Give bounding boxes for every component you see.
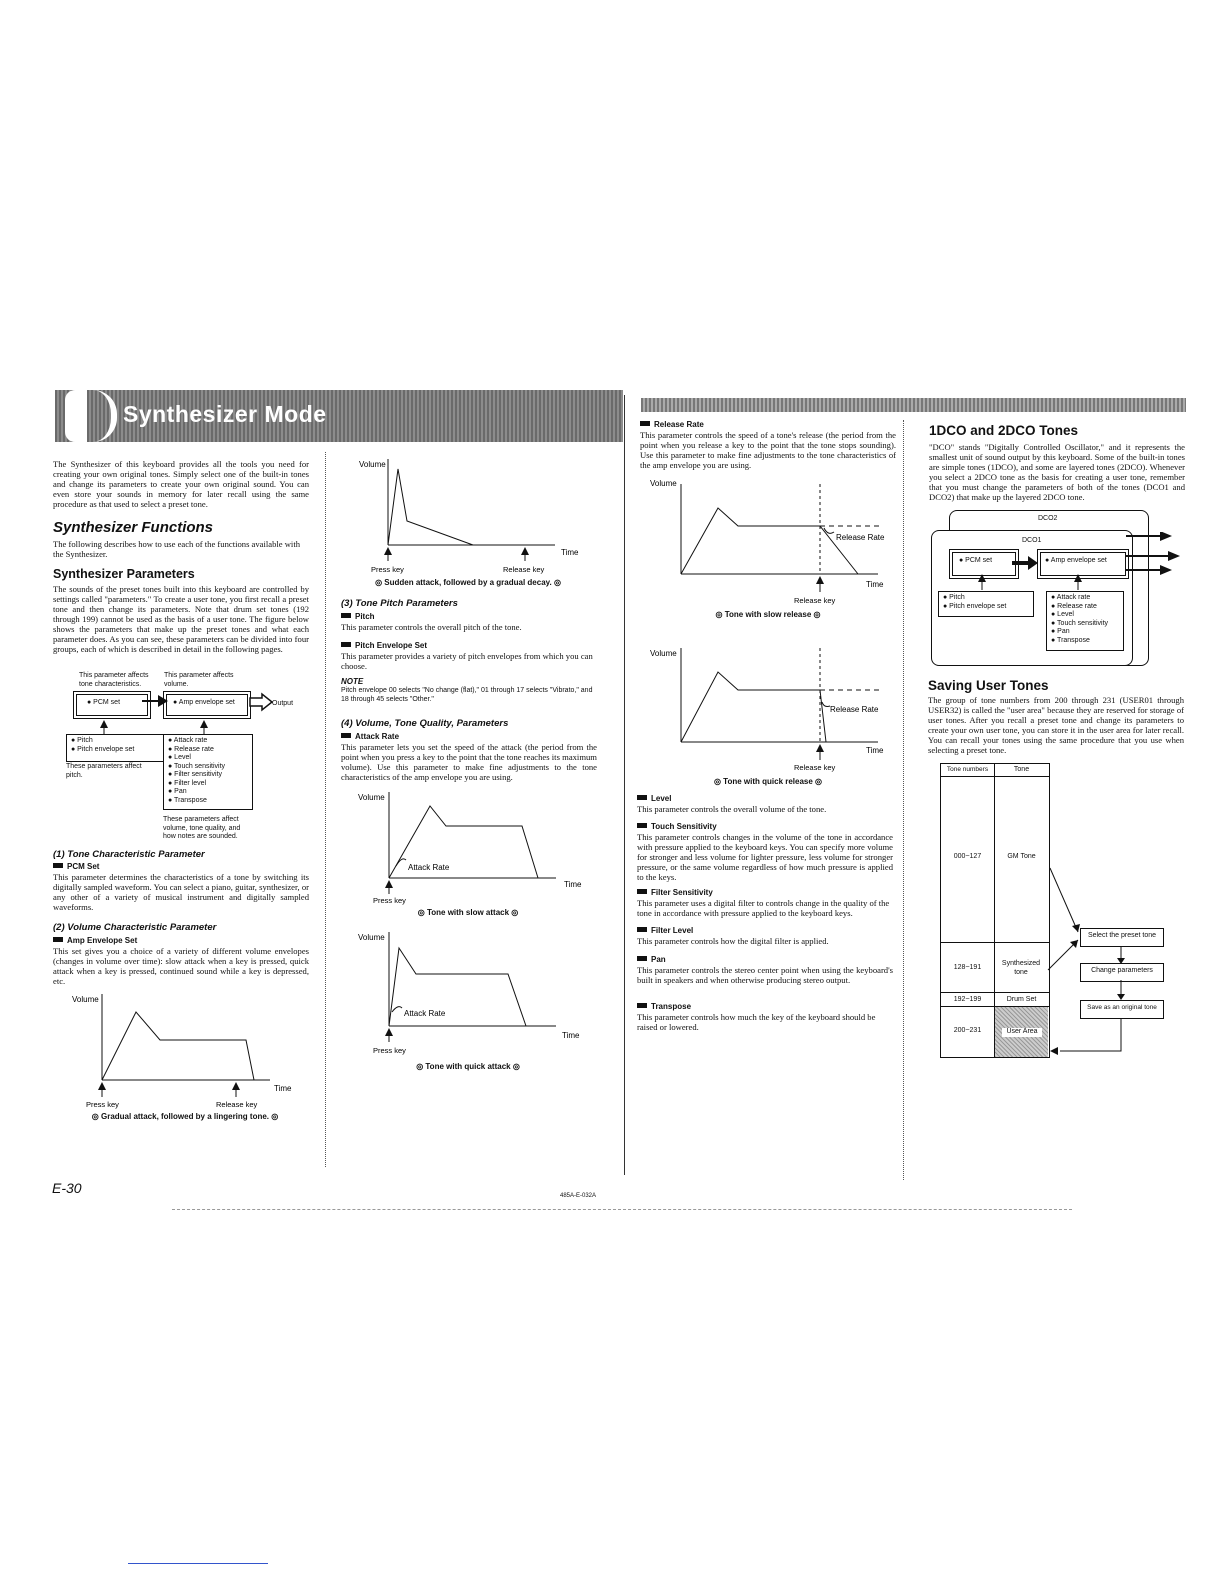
envelope-curve: [102, 1012, 254, 1080]
graph-press-label: Press key: [86, 1100, 119, 1109]
pitch-title: Pitch: [341, 612, 375, 621]
graph-release-label: Release key: [794, 596, 836, 605]
title-banner: [55, 390, 623, 442]
graph-volume-label: Volume: [650, 479, 677, 488]
pitch-item: ● Pitch envelope set: [943, 602, 1007, 610]
tone-row-num: 000~127: [953, 853, 982, 860]
release-rate-arc: [822, 702, 830, 707]
arrowhead-change-to-save: [1117, 994, 1125, 1000]
amp-item: ● Release rate: [1051, 602, 1097, 610]
graph6-caption: ◎ Tone with quick release ◎: [713, 777, 823, 786]
graph-volume-label: Volume: [358, 933, 385, 942]
tone-row-num: 128~191: [953, 964, 982, 971]
amp-item: ● Release rate: [168, 745, 214, 753]
attack-rate-label: Attack Rate: [404, 1009, 446, 1018]
pan-title: Pan: [637, 955, 666, 964]
graph-volume-label: Volume: [358, 793, 385, 802]
graph1-caption: ◎ Gradual attack, followed by a lingering tone. ◎: [91, 1112, 279, 1121]
graph3-caption: ◎ Tone with slow attack ◎: [417, 908, 519, 917]
pan-text: This parameter controls the stereo center point when using the keyboard's built in speakers and when otherwise producing stereo output.: [637, 965, 893, 985]
footer-code: 485A-E-032A: [560, 1193, 597, 1199]
banner-paren-icon: [93, 390, 117, 442]
amp-env-title: Amp Envelope Set: [53, 936, 137, 945]
tone-row-name: GM Tone: [1007, 853, 1036, 860]
tone-table-header-num: Tone numbers: [946, 766, 989, 773]
graph-time-label: Time: [866, 746, 884, 755]
pcm-set-title: PCM Set: [53, 862, 99, 871]
release-rate-label: Release Rate: [836, 533, 885, 542]
page-divider: [624, 395, 625, 1175]
saving-text: The group of tone numbers from 200 through 231 (USER01 through USER32) is called the "user area" because they are reserved for storage of user tones. After you recall a preset tone and change its parameters to create your own user tone, you can store it in the user area for later recall. You can recall your tones using the same procedure that you use when selecting a preset tone.: [928, 695, 1184, 755]
label-tone-characteristics: This parameter affects tone characteristics.: [79, 672, 149, 688]
tone-row-num: 200~231: [953, 1027, 982, 1034]
envelope-graph-sudden: [355, 455, 585, 577]
tone-row-name: Synthesized tone: [1001, 960, 1041, 976]
filter-level-text: This parameter controls how the digital filter is applied.: [637, 936, 829, 946]
note-title: NOTE: [341, 677, 364, 686]
transpose-text: This parameter controls how much the key of the keyboard should be raised or lowered.: [637, 1012, 876, 1032]
functions-text: The following describes how to use each of the functions available with the Synthesizer.: [53, 539, 300, 559]
envelope-graph-gradual: [70, 990, 300, 1110]
graph-volume-label: Volume: [72, 995, 99, 1004]
sec3-heading: (3) Tone Pitch Parameters: [341, 598, 458, 609]
amp-item: ● Transpose: [1051, 636, 1090, 644]
graph4-caption: ◎ Tone with quick attack ◎: [416, 1062, 520, 1071]
tone-row-num: 192~199: [953, 996, 982, 1003]
arrow-amp-to-output: [250, 694, 272, 710]
pcm-set-text: This parameter determines the characteristics of a tone by switching its digitally sampled waveform. You can select a piano, guitar, synthesizer, or any other of a variety of musical instrument and digitally sampled waveforms.: [53, 872, 309, 912]
dco1-label: DCO1: [1022, 537, 1042, 544]
graph-volume-label: Volume: [359, 460, 386, 469]
blue-link-line: [128, 1563, 268, 1564]
release-graph-two: [648, 282, 888, 283]
graph-time-label: Time: [561, 548, 579, 557]
graph-time-label: Time: [866, 580, 884, 589]
top-banner-strip: [641, 398, 1186, 412]
pitch-item: ● Pitch envelope set: [71, 745, 135, 753]
saving-heading: Saving User Tones: [928, 678, 1049, 693]
graph-release-label: Release key: [216, 1100, 258, 1109]
envelope-graph-slow-attack: [356, 788, 586, 908]
sec2-heading: (2) Volume Characteristic Parameter: [53, 922, 217, 933]
arrowhead-output-2: [1168, 551, 1180, 561]
column-divider: [325, 452, 326, 1167]
arrow-pcm-to-amp: [1012, 556, 1038, 570]
pitch-note: These parameters affect pitch.: [66, 763, 142, 779]
dco-pitch-items-box: [938, 591, 1034, 617]
arrowhead-gm-to-select: [1072, 924, 1080, 932]
dco-heading: 1DCO and 2DCO Tones: [929, 423, 1079, 438]
envelope-curve: [388, 469, 473, 545]
dco-amp-items-box: [1046, 591, 1124, 651]
pitch-items-box: [66, 734, 164, 762]
params-heading: Synthesizer Parameters: [53, 567, 195, 581]
attack-rate-text: This parameter lets you set the speed of the attack (the period from the point when you press a key to the point that the tone reaches its maximum volume). Use this parameter to make fine adjustments to the tone characteristics of the amp envelope you are using.: [341, 742, 597, 782]
graph-time-label: Time: [562, 1031, 580, 1040]
output-label: Output: [272, 700, 294, 707]
envelope-graph-quick-attack: [356, 928, 586, 1058]
pcm-set-box: ● PCM set: [76, 694, 148, 716]
pitch-item: ● Pitch: [943, 594, 965, 601]
envelope-curve: [681, 508, 858, 574]
diagram-arrows: [70, 684, 280, 734]
arrowhead-save-to-user: [1050, 1047, 1058, 1055]
tone-row-line: [940, 942, 1049, 943]
graph-time-label: Time: [564, 880, 582, 889]
pitch-envelope-text: This parameter provides a variety of pitch envelopes from which you can choose.: [341, 651, 593, 671]
envelope-graph-slow-release: [648, 474, 888, 606]
dco-pcm-set-box: ● PCM set: [952, 552, 1016, 576]
banner-bracket-icon: [65, 390, 87, 442]
arrow-gm-to-select: [1050, 868, 1078, 932]
dco-text: "DCO" stands "Digitally Controlled Oscillator," and it represents the smallest unit of sound output by this keyboard. Some of the built-in tones are simple tones (1DCO), and some are layered tones (2DCO). Whenever you select a 2DCO tone as the basis for creating a user tone, remember that you must change the parameters of both of the tones (DCO1 and DCO2) that make up the layered 2DCO tone.: [929, 442, 1185, 502]
amp-item: ● Pan: [1051, 628, 1070, 635]
attack-rate-title: Attack Rate: [341, 732, 399, 741]
release-rate-label: Release Rate: [830, 705, 879, 714]
pitch-item: ● Pitch: [71, 737, 93, 744]
filter-sens-title: Filter Sensitivity: [637, 888, 713, 897]
graph-release-label: Release key: [503, 565, 545, 574]
arrowhead-output-1: [1160, 532, 1172, 541]
level-text: This parameter controls the overall volume of the tone.: [637, 804, 827, 814]
flow-step-select: Select the preset tone: [1080, 928, 1164, 947]
page-number: E-30: [52, 1180, 82, 1196]
transpose-title: Transpose: [637, 1002, 691, 1011]
graph2-caption: ◎ Sudden attack, followed by a gradual decay. ◎: [375, 578, 561, 587]
amp-item: ● Attack rate: [1051, 594, 1091, 601]
tone-table-header-line: [940, 776, 1049, 777]
release-rate-text: This parameter controls the speed of a tone's release (the period from the point when you release a key to the point that the tone stops sounding). Use this parameter to make fine adjustments to the tone characteristics of the amp envelope you are using.: [640, 430, 896, 470]
arrowhead-output-3: [1160, 565, 1172, 575]
amp-item: ● Level: [168, 754, 191, 761]
envelope-quick-release: [648, 644, 888, 776]
amp-items-box: [163, 734, 253, 810]
bottom-rule: [172, 1209, 1072, 1211]
release-rate-title: Release Rate: [640, 420, 704, 429]
filter-level-title: Filter Level: [637, 926, 693, 935]
note-text: Pitch envelope 00 selects "No change (flat)," 01 through 17 selects "Vibrato," and 18 through 45 selects "Other.": [341, 687, 593, 703]
tone-row-line: [940, 992, 1049, 993]
filter-sens-text: This parameter uses a digital filter to controls change in the quality of the tone in accordance with pressure applied to the keyboard keys.: [637, 898, 890, 918]
graph5-caption: ◎ Tone with slow release ◎: [715, 610, 821, 619]
amp-item: ● Touch sensitivity: [1051, 619, 1109, 627]
touch-text: This parameter controls changes in the volume of the tone in accordance with pressure applied to the keyboard keys. You can specify more volume for stronger and less volume for lighter pressure, less volume for stronger pressure, or the same volume regardless of how much pressure is applied to the keys.: [637, 832, 893, 882]
graph-press-label: Press key: [371, 565, 404, 574]
flow-step-change: Change parameters: [1080, 963, 1164, 982]
page-title: Synthesizer Mode: [123, 401, 327, 427]
params-text: The sounds of the preset tones built into this keyboard are controlled by settings called "parameters." To create a user tone, you first recall a preset tone and then change its parameters. Note that drum set tones (192 through 199) cannot be used as the basis of a user tone. The figure below shows the parameters that make up the preset tones and what each parameter does. As you can see, these parameters can be divided into four groups, each of which is described in detail in the following pages.: [53, 584, 309, 654]
graph-press-label: Press key: [373, 1046, 406, 1055]
arrowhead-select-to-change: [1117, 958, 1125, 964]
pitch-envelope-title: Pitch Envelope Set: [341, 641, 427, 650]
amp-item: ● Transpose: [168, 796, 207, 804]
graph-volume-label: Volume: [650, 649, 677, 658]
amp-item: ● Level: [1051, 611, 1074, 618]
attack-rate-label: Attack Rate: [408, 863, 450, 872]
graph-time-label: Time: [274, 1084, 292, 1093]
tone-row-name: User Area: [1002, 1028, 1042, 1037]
amp-item: ● Pan: [168, 788, 187, 795]
sec4-heading: (4) Volume, Tone Quality, Parameters: [341, 718, 509, 729]
pitch-text: This parameter controls the overall pitch of the tone.: [341, 622, 522, 632]
touch-title: Touch Sensitivity: [637, 822, 717, 831]
amp-item: ● Touch sensitivity: [168, 762, 226, 770]
tone-row-name: Drum Set: [1006, 996, 1037, 1003]
arrowhead-pcm-to-amp: [158, 695, 168, 707]
flow-arrows: [1040, 860, 1180, 1060]
dco2-label: DCO2: [1038, 515, 1058, 522]
functions-heading: Synthesizer Functions: [53, 519, 214, 536]
amp-note: These parameters affect volume, tone quality, and how notes are sounded.: [163, 816, 241, 840]
envelope-curve: [681, 672, 826, 742]
amp-item: ● Filter sensitivity: [168, 771, 223, 778]
intro-paragraph: The Synthesizer of this keyboard provides all the tools you need for creating your own original tones. Simply select one of the built-in tones and change its parameters to create your own original sound. You can even store your sounds in memory for later recall using the same procedure as that used to select a preset tone.: [53, 459, 309, 509]
level-title: Level: [637, 794, 671, 803]
column-divider-right: [903, 420, 904, 1180]
amp-env-text: This set gives you a choice of a variety of different volume envelopes (changes in volume over time): slow attack when a key is pressed, quick attack when a key is pressed, continued sound while a key is depressed, etc.: [53, 946, 309, 986]
attack-rate-arc: [392, 1007, 402, 1012]
amp-item: ● Filter level: [168, 779, 207, 787]
label-volume: This parameter affects volume.: [164, 672, 234, 688]
graph-release-label: Release key: [794, 763, 836, 772]
amp-envelope-box: ● Amp envelope set: [166, 694, 248, 716]
arrow-save-to-user: [1060, 1018, 1121, 1051]
dco-amp-env-box: ● Amp envelope set: [1040, 552, 1126, 576]
sec1-heading: (1) Tone Characteristic Parameter: [53, 849, 205, 860]
amp-item: ● Attack rate: [168, 737, 208, 744]
tone-table-header-tone: Tone: [1013, 766, 1030, 773]
graph-press-label: Press key: [373, 896, 406, 905]
flow-step-save: Save as an original tone: [1080, 1000, 1164, 1019]
